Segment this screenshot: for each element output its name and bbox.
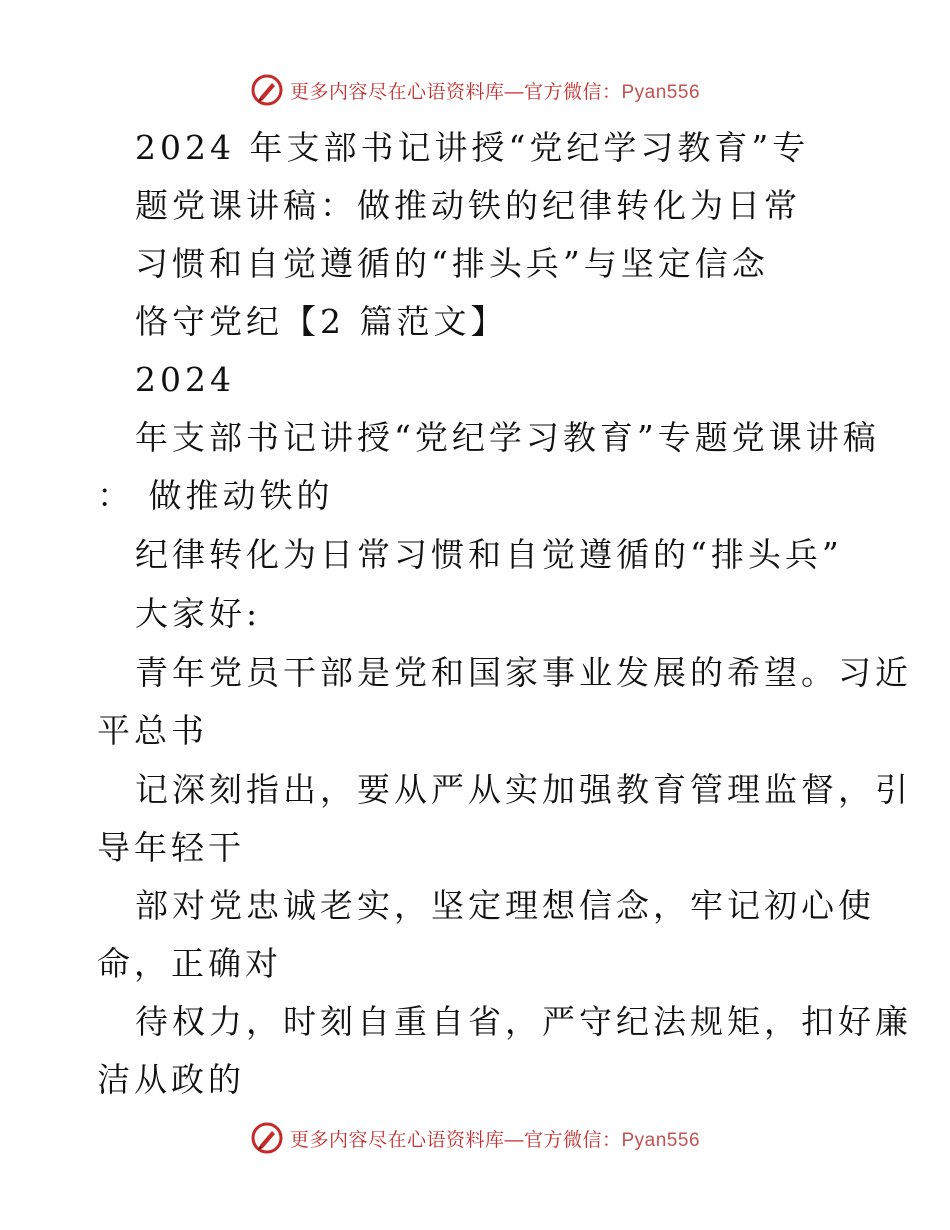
title-line-4: 恪守党纪【2 篇范文】: [135, 302, 508, 341]
title-line-1: 2024 年支部书记讲授“党纪学习教育”专: [135, 128, 810, 167]
body-line: 年支部书记讲授“党纪学习教育”专题党课讲稿: [135, 418, 880, 457]
body-line: 部对党忠诚老实，坚定理想信念，牢记初心使: [135, 886, 875, 925]
body-line: 命，正确对: [97, 944, 282, 983]
header-wechat-id: Pyan556: [621, 81, 701, 103]
header-banner: [0, 70, 950, 110]
footer-banner-text: 更多内容尽在心语资料库—官方微信：Pyan556: [289, 1129, 701, 1151]
body-line: ： 做推动铁的: [97, 476, 334, 515]
body-line: 导年轻干: [97, 828, 245, 867]
body-line: 记深刻指出，要从严从实加强教育管理监督，引: [135, 770, 912, 809]
body-line: 2024: [135, 360, 235, 399]
pen-circle-logo-icon: [250, 1121, 284, 1155]
footer-wechat-id: Pyan556: [621, 1129, 701, 1151]
header-banner-text: 更多内容尽在心语资料库—官方微信：Pyan556: [289, 81, 701, 103]
title-line-3: 习惯和自觉遵循的“排头兵”与坚定信念: [135, 244, 769, 283]
body-line: 大家好:: [135, 594, 262, 633]
pen-circle-logo-icon: [250, 73, 284, 107]
title-line-2: 题党课讲稿：做推动铁的纪律转化为日常: [135, 186, 801, 225]
body-line: 纪律转化为日常习惯和自觉遵循的“排头兵”: [135, 535, 843, 574]
body-line: 平总书: [97, 711, 208, 750]
body-line: 青年党员干部是党和国家事业发展的希望。习近: [135, 653, 912, 692]
footer-banner: [0, 1118, 950, 1158]
body-line: 洁从政的: [97, 1060, 245, 1099]
body-line: 待权力，时刻自重自省，严守纪法规矩，扣好廉: [135, 1002, 912, 1041]
